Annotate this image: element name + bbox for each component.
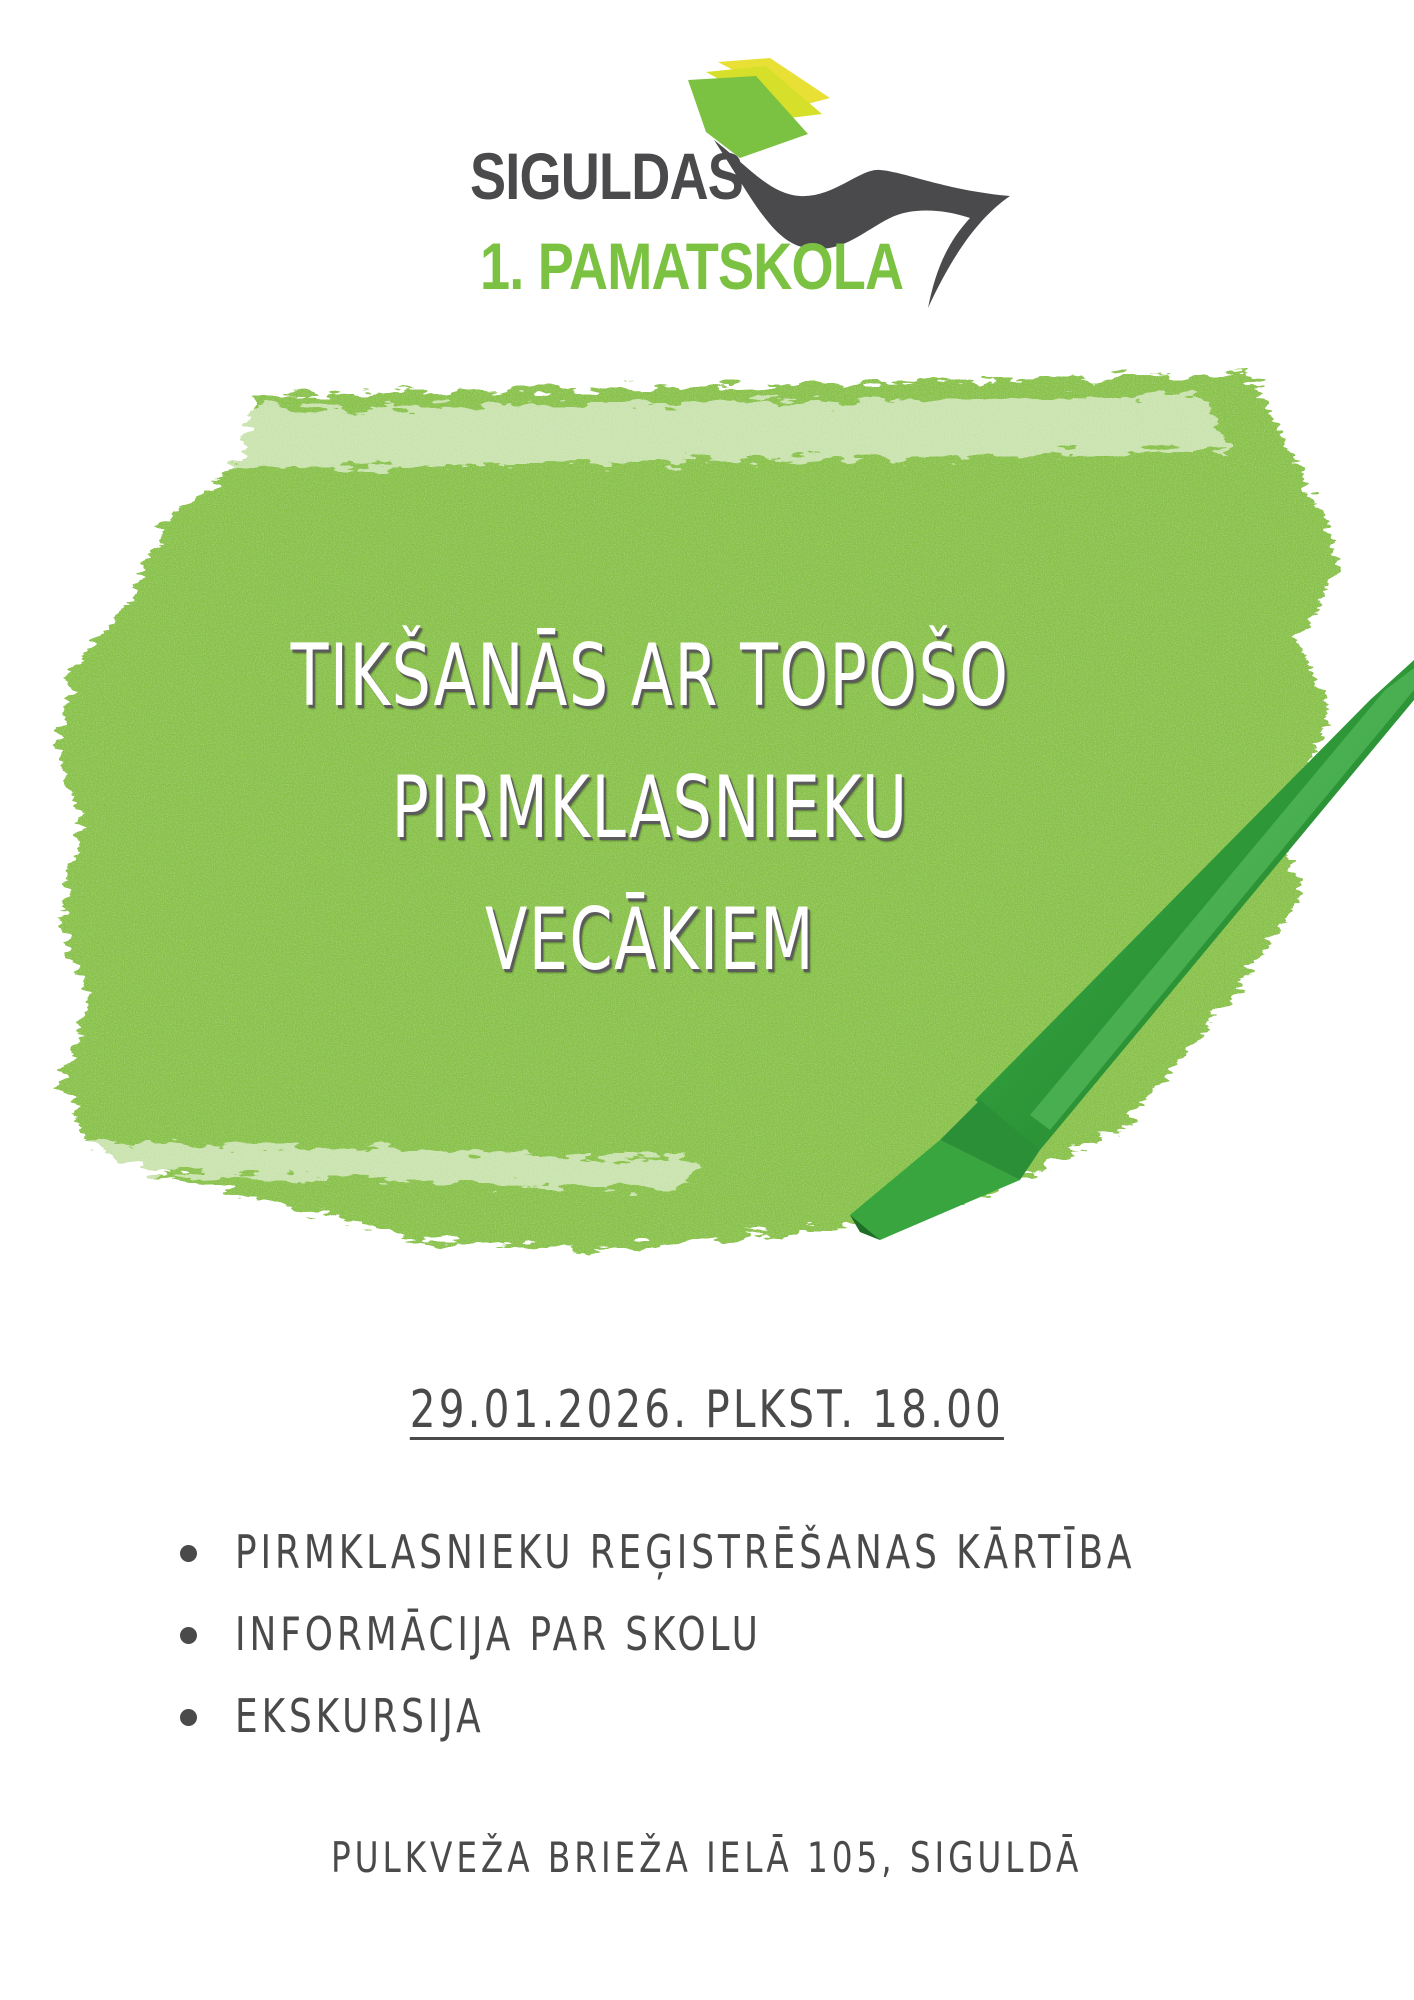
event-datetime-text: 29.01.2026. PLKST. 18.00: [409, 1380, 1005, 1440]
event-title-line-3: VECĀKIEM: [484, 890, 816, 990]
logo-school-number: 1. PAMATSKOLA: [480, 229, 904, 303]
list-item: [180, 1689, 1389, 1771]
agenda-list: [180, 1525, 1389, 1771]
event-title: [268, 610, 1031, 1006]
bullet-icon: [180, 1627, 197, 1644]
list-item: [180, 1607, 1389, 1689]
event-datetime: [0, 1380, 1414, 1440]
event-address-text: PULKVEŽA BRIEŽA IELĀ 105, SIGULDĀ: [331, 1833, 1083, 1882]
list-item: [180, 1525, 1389, 1607]
list-item-text: EKSKURSIJA: [235, 1689, 485, 1743]
list-item-text: PIRMKLASNIEKU REĢISTRĒŠANAS KĀRTĪBA: [235, 1525, 1136, 1579]
list-item-text: INFORMĀCIJA PAR SKOLU: [235, 1607, 762, 1661]
event-address: [0, 1833, 1414, 1882]
logo-school-name: SIGULDAS: [470, 139, 744, 213]
bullet-icon: [180, 1545, 197, 1562]
event-title-line-1: TIKŠANĀS AR TOPOŠO: [290, 626, 1010, 726]
bullet-icon: [180, 1709, 197, 1726]
event-title-line-2: PIRMKLASNIEKU: [391, 758, 909, 858]
